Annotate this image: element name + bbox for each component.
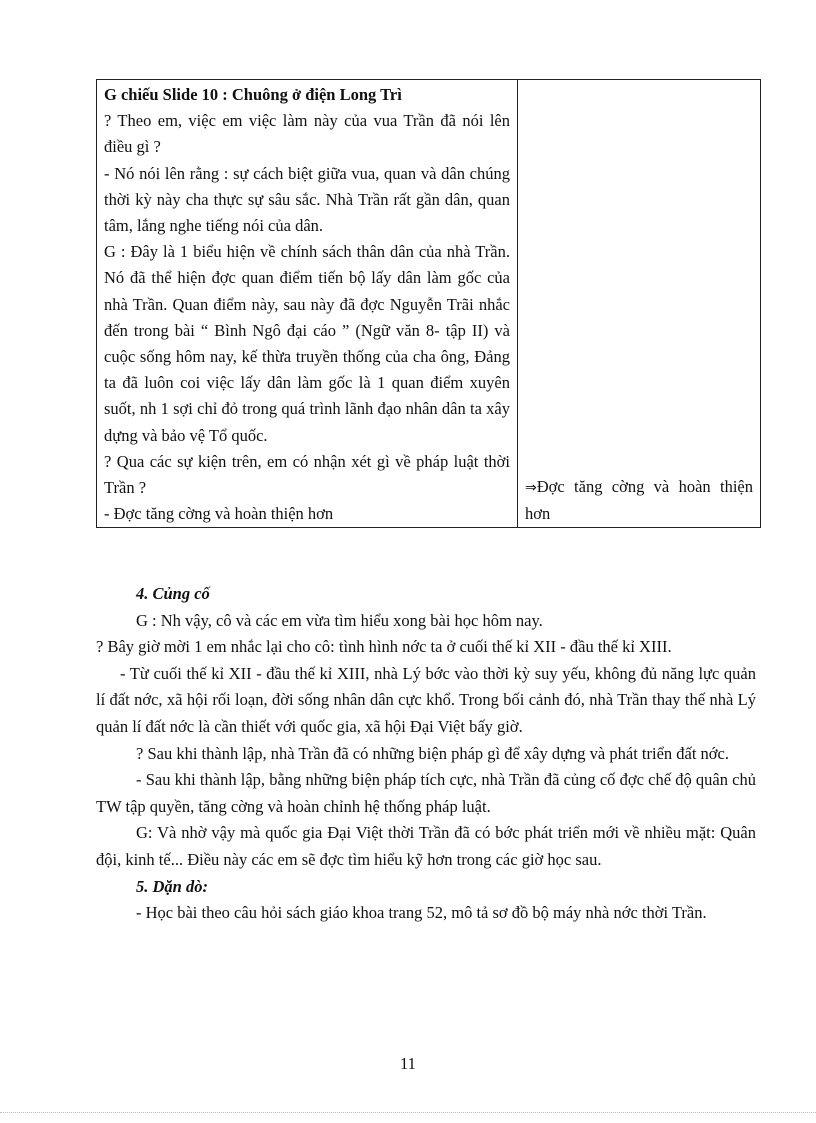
section-title-dan-do: 5. Dặn dò: xyxy=(136,876,208,896)
paragraph: G : Nh vậy, cô và các em vừa tìm hiểu xong bài học hôm nay. xyxy=(136,610,543,630)
paragraph: - Sau khi thành lập, bằng những biện pháp tích cực, nhà Trần đã củng cố đợc chế độ quân chủ TW tập quyền, tăng cờng và hoàn chỉnh hệ thống pháp luật. xyxy=(96,770,756,816)
paragraph: - Học bài theo câu hỏi sách giáo khoa trang 52, mô tả sơ đồ bộ máy nhà nớc thời Trần. xyxy=(136,903,707,923)
paragraph: ? Sau khi thành lập, nhà Trần đã có những biện pháp gì để xây dựng và phát triển đất nớc. xyxy=(136,743,729,763)
lesson-body xyxy=(96,581,756,927)
question-line: ? Theo em, việc em việc làm này của vua Trần đã nói lên điều gì ? xyxy=(104,111,510,157)
section-title-cung-co: 4. Củng cố xyxy=(136,584,210,603)
page-number: 11 xyxy=(400,1054,416,1073)
left-cell xyxy=(97,80,518,528)
table-row xyxy=(97,80,761,528)
paragraph: ? Bây giờ mời 1 em nhắc lại cho cô: tình hình nớc ta ở cuối thế kỉ XII - đầu thế kỉ XIII. xyxy=(96,637,672,657)
paragraph: G: Và nhờ vậy mà quốc gia Đại Việt thời Trần đã có bớc phát triển mới về nhiều mặt: Quân đội, kinh tế... Điều này các em sẽ đợc tìm hiểu kỹ hơn trong các giờ học sau. xyxy=(96,823,756,869)
conclusion-text: Đợc tăng cờng và hoàn thiện hơn xyxy=(525,477,753,524)
right-cell xyxy=(518,80,761,528)
slide-heading: G chiếu Slide 10 : Chuông ở điện Long Trì xyxy=(104,85,402,104)
answer-line: - Đợc tăng cờng và hoàn thiện hơn xyxy=(104,504,334,524)
paragraph: - Từ cuối thế kỉ XII - đầu thế kỉ XIII, nhà Lý bớc vào thời kỳ suy yếu, không đủ năng lực quản lí đất nớc, xã hội rối loạn, đời sống nhân dân cực khổ. Trong bối cảnh đó, nhà Trần thay thế nhà Lý quản lí đất nớc là cần thiết với quốc gia, xã hội Đại Việt bấy giờ. xyxy=(96,663,756,736)
teacher-explanation: G : Đây là 1 biểu hiện về chính sách thân dân của nhà Trần. Nó đã thể hiện đợc quan điểm tiến bộ lấy dân làm gốc của nhà Trần. Quan điểm này, sau này đã đợc Nguyễn Trãi nhắc đến trong bài “ Bình Ngô đại cáo ” (Ngữ văn 8- tập II) và cuộc sống hôm nay, kế thừa truyền thống của cha ông, Đảng ta đã luôn coi việc lấy dân làm gốc là 1 quan điểm xuyên suốt, nh 1 sợi chỉ đỏ trong quá trình lãnh đạo nhân dân ta xây dựng và bảo vệ Tổ quốc. xyxy=(104,242,510,445)
lesson-table xyxy=(96,79,761,528)
question-line: ? Qua các sự kiện trên, em có nhận xét gì về pháp luật thời Trần ? xyxy=(104,451,510,498)
answer-line: - Nó nói lên rằng : sự cách biệt giữa vua, quan và dân chúng thời kỳ này cha thực sự sâu sắc. Nhà Trần rất gần dân, quan tâm, lắng nghe tiếng nói của dân. xyxy=(104,163,510,236)
implies-arrow-icon: ⇒ xyxy=(525,480,537,497)
page-divider xyxy=(0,1112,816,1113)
